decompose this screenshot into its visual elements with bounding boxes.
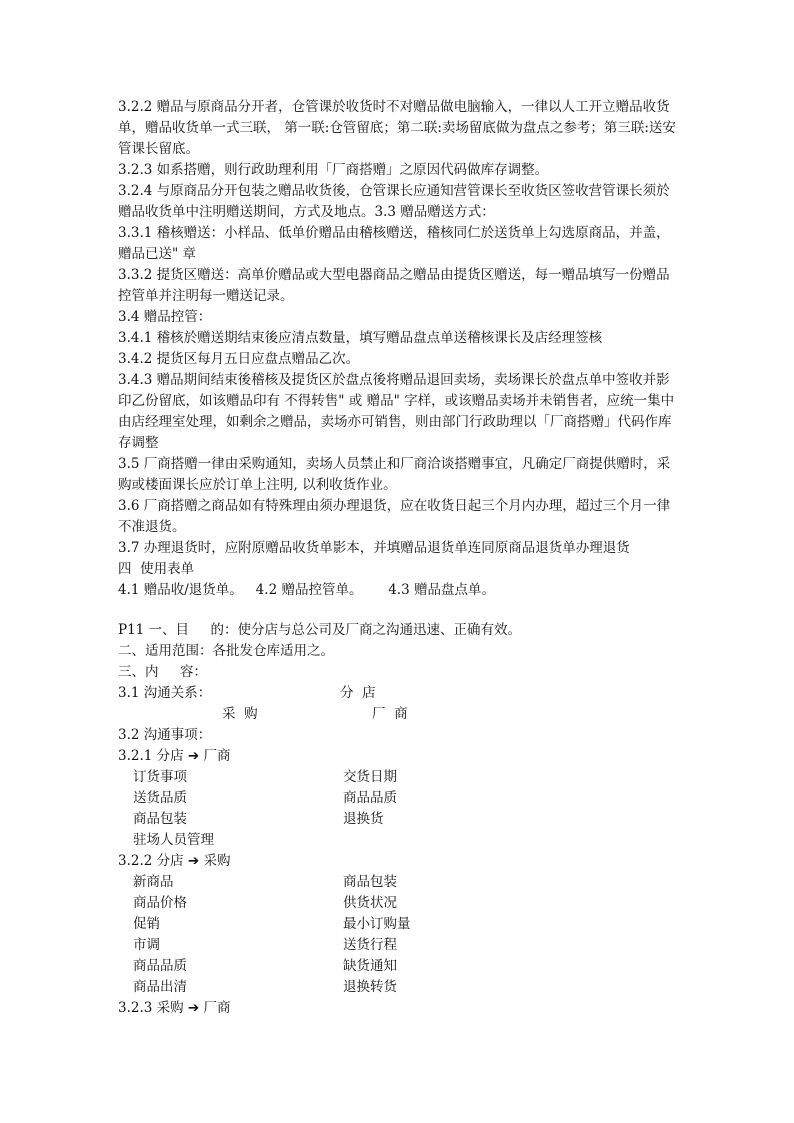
para-3-2-2: 3.2.2 赠品与原商品分开者，仓管课於收货时不对赠品做电脑输入，一律以人工开立赠品收货单，赠品收货单一式三联， 第一联:仓管留底；第二联:卖场留底做为盘点之参考；第三联:送安管课长留底。 — [118, 99, 676, 157]
list-item: 商品价格 — [133, 895, 187, 911]
list-item: 商品出清 — [133, 979, 187, 995]
list-item: 送货行程 — [343, 937, 397, 953]
comm-relation-purchase: 采 购 — [222, 706, 258, 722]
list-item: 送货品质 — [133, 790, 187, 806]
list-item: 市调 — [133, 937, 160, 953]
comm-relation-store: 分 店 — [340, 685, 376, 701]
para-3-3-2: 3.3.2 提货区赠送：高单价赠品或大型电器商品之赠品由提货区赠送，每一赠品填写一份赠品控管单并注明每一赠送记录。 — [118, 267, 670, 304]
para-3-2-3: 3.2.3 如系搭赠，则行政助理利用「厂商搭赠」之原因代码做库存调整。 — [118, 162, 549, 178]
list-item: 最小订购量 — [343, 916, 411, 932]
heading-3-4: 3.4 赠品控管： — [118, 309, 212, 325]
list-item: 退换转货 — [343, 979, 397, 995]
list-item: 驻场人员管理 — [133, 832, 214, 848]
para-3-5: 3.5 厂商搭赠一律由采购通知，卖场人员禁止和厂商洽谈搭赠事宜，凡确定厂商提供赠时，采购或楼面课长应於订单上注明, 以利收货作业。 — [118, 456, 671, 493]
para-3-7: 3.7 办理退货时，应附原赠品收货单影本，并填赠品退货单连同原商品退货单办理退货 — [118, 540, 630, 556]
p11-purpose: P11 一、目 的：使分店与总公司及厂商之沟通迅速、正确有效。 — [118, 622, 522, 638]
para-3-4-2: 3.4.2 提货区每月五日应盘点赠品乙次。 — [118, 351, 360, 367]
p11-content: 三、内 容： — [118, 664, 207, 680]
comm-relation-vendor: 厂 商 — [372, 706, 408, 722]
list-item: 商品包装 — [343, 874, 397, 890]
para-3-4-1: 3.4.1 稽核於赠送期结束後应清点数量，填写赠品盘点单送稽核课长及店经理签核 — [118, 330, 603, 346]
comm-relation-heading: 3.1 沟通关系： — [118, 685, 212, 701]
list-item: 订货事项 — [133, 769, 187, 785]
list-item: 退换货 — [343, 811, 384, 827]
para-3-6: 3.6 厂商搭赠之商品如有特殊理由须办理退货，应在收货日起三个月内办理，超过三个月一律不准退货。 — [118, 498, 671, 535]
p11-scope: 二、适用范围：各批发仓库适用之。 — [118, 643, 334, 659]
list-item: 商品包装 — [133, 811, 187, 827]
list-item: 交货日期 — [343, 769, 397, 785]
list-item: 商品品质 — [133, 958, 187, 974]
heading-3-2-3: 3.2.3 采购 ➔ 厂商 — [118, 1000, 231, 1016]
para-3-4-3: 3.4.3 赠品期间结束後稽核及提货区於盘点後将赠品退回卖场，卖场课长於盘点单中签收并影印乙份留底，如该赠品印有 不得转售" 或 赠品" 字样，或该赠品卖场并未销售者，应统一集中由店经理室处理，如剩余之赠品，卖场亦可销售，则由部门行政助理以「厂商搭赠」代码作库存调整 — [118, 372, 675, 451]
heading-3-2-1: 3.2.1 分店 ➔ 厂商 — [118, 748, 231, 764]
para-3-3-1: 3.3.1 稽核赠送：小样品、低单价赠品由稽核赠送，稽核同仁於送货单上勾选原商品，并盖，赠品已送" 章 — [118, 225, 670, 262]
heading-3-2-2: 3.2.2 分店 ➔ 采购 — [118, 853, 231, 869]
list-item: 促销 — [133, 916, 160, 932]
comm-items-heading: 3.2 沟通事项： — [118, 727, 212, 743]
list-item: 商品品质 — [343, 790, 397, 806]
list-item: 缺货通知 — [343, 958, 397, 974]
list-item: 新商品 — [133, 874, 174, 890]
forms-list: 4.1 赠品收/退货单。 4.2 赠品控管单。 4.3 赠品盘点单。 — [118, 582, 495, 598]
heading-section-4: 四 使用表单 — [118, 561, 195, 577]
para-3-2-4: 3.2.4 与原商品分开包装之赠品收货後，仓管课长应通知营管课长至收货区签收营管课长须於赠品收货单中注明赠送期间，方式及地点。3.3 赠品赠送方式： — [118, 183, 670, 220]
list-item: 供货状况 — [343, 895, 397, 911]
